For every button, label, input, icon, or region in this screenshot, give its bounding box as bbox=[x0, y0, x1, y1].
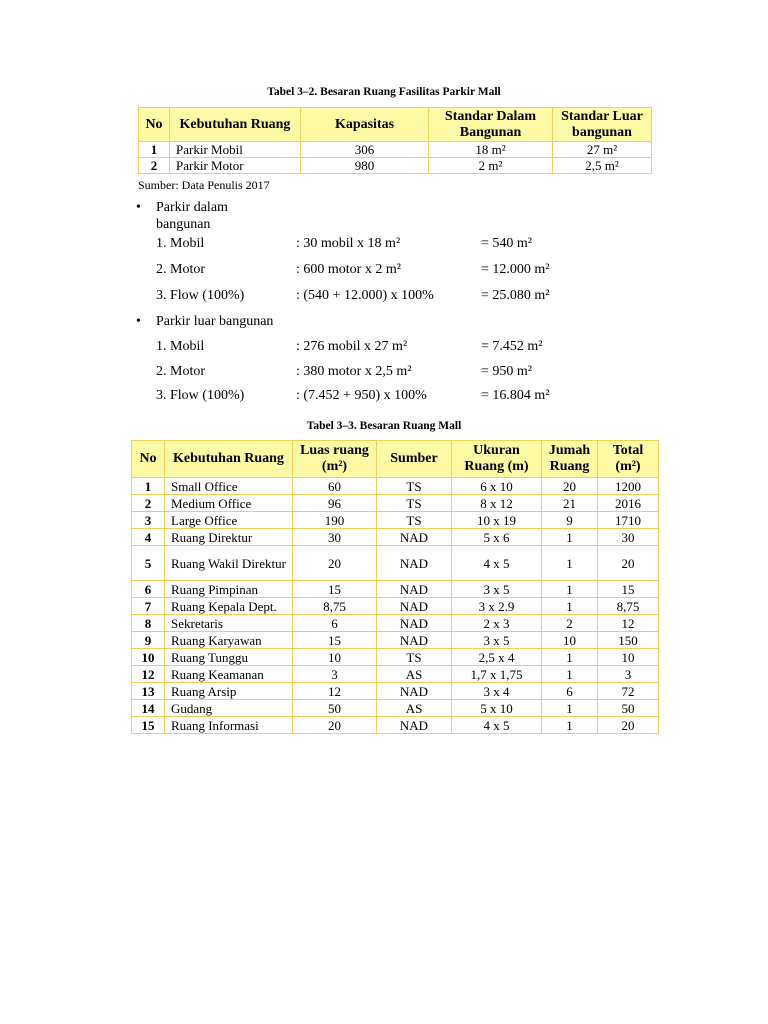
cell-ukuran: 1,7 x 1,75 bbox=[452, 666, 542, 683]
cell-sumber: TS bbox=[377, 495, 452, 512]
calc-result: = 25.080 m² bbox=[481, 288, 550, 303]
calc-label: 1. Mobil bbox=[156, 236, 205, 251]
calc-formula: : 30 mobil x 18 m² bbox=[296, 236, 401, 251]
cell-luas: 10 bbox=[293, 649, 377, 666]
cell-ukuran: 4 x 5 bbox=[452, 546, 542, 581]
cell-no: 15 bbox=[132, 717, 165, 734]
calc-formula: : 276 mobil x 27 m² bbox=[296, 339, 408, 354]
cell-ukuran: 4 x 5 bbox=[452, 717, 542, 734]
parking-table bbox=[138, 107, 652, 174]
cell-jumlah: 1 bbox=[542, 598, 598, 615]
table-row bbox=[132, 598, 659, 615]
cell-total: 12 bbox=[598, 615, 659, 632]
calc-row bbox=[0, 339, 768, 357]
table2-caption: Tabel 3–3. Besaran Ruang Mall bbox=[306, 420, 462, 432]
table-header-row bbox=[139, 108, 652, 142]
cell-ukuran: 3 x 5 bbox=[452, 581, 542, 598]
cell-kebutuhan: Medium Office bbox=[165, 495, 293, 512]
calc-result: = 540 m² bbox=[481, 236, 532, 251]
cell-total: 10 bbox=[598, 649, 659, 666]
cell-standar-luar: 2,5 m² bbox=[553, 158, 652, 174]
header-standar-dalam: Standar Dalam Bangunan bbox=[429, 108, 553, 142]
table-row bbox=[132, 632, 659, 649]
cell-kebutuhan: Ruang Pimpinan bbox=[165, 581, 293, 598]
cell-sumber: NAD bbox=[377, 683, 452, 700]
cell-jumlah: 1 bbox=[542, 717, 598, 734]
calc-label: 2. Motor bbox=[156, 262, 205, 277]
cell-kebutuhan: Large Office bbox=[165, 512, 293, 529]
calc-row bbox=[0, 236, 768, 254]
mall-space-table bbox=[131, 440, 659, 734]
header-kapasitas: Kapasitas bbox=[301, 108, 429, 142]
table-row bbox=[139, 142, 652, 158]
table-header-row bbox=[132, 441, 659, 478]
cell-total: 72 bbox=[598, 683, 659, 700]
cell-sumber: AS bbox=[377, 666, 452, 683]
table-row bbox=[132, 700, 659, 717]
bullet-parkir-dalam bbox=[136, 199, 276, 233]
cell-kebutuhan: Ruang Arsip bbox=[165, 683, 293, 700]
cell-jumlah: 1 bbox=[542, 649, 598, 666]
cell-no: 13 bbox=[132, 683, 165, 700]
cell-sumber: NAD bbox=[377, 546, 452, 581]
cell-kebutuhan: Ruang Tunggu bbox=[165, 649, 293, 666]
cell-total: 1710 bbox=[598, 512, 659, 529]
cell-jumlah: 20 bbox=[542, 478, 598, 495]
cell-total: 8,75 bbox=[598, 598, 659, 615]
cell-standar-dalam: 2 m² bbox=[429, 158, 553, 174]
cell-luas: 15 bbox=[293, 581, 377, 598]
bullet-parkir-luar bbox=[136, 313, 456, 330]
table-row bbox=[132, 495, 659, 512]
cell-kebutuhan: Ruang Informasi bbox=[165, 717, 293, 734]
header-no: No bbox=[139, 108, 170, 142]
cell-sumber: NAD bbox=[377, 581, 452, 598]
cell-sumber: TS bbox=[377, 512, 452, 529]
table-row bbox=[132, 546, 659, 581]
cell-luas: 20 bbox=[293, 717, 377, 734]
cell-kebutuhan: Ruang Kepala Dept. bbox=[165, 598, 293, 615]
bullet-dot-icon: • bbox=[136, 314, 141, 329]
cell-kebutuhan: Sekretaris bbox=[165, 615, 293, 632]
cell-jumlah: 10 bbox=[542, 632, 598, 649]
calc-row bbox=[0, 388, 768, 406]
table-row bbox=[132, 666, 659, 683]
cell-sumber: AS bbox=[377, 700, 452, 717]
calc-formula: : 380 motor x 2,5 m² bbox=[296, 364, 412, 379]
cell-no: 1 bbox=[132, 478, 165, 495]
calc-formula: : (540 + 12.000) x 100% bbox=[296, 288, 434, 303]
cell-jumlah: 6 bbox=[542, 683, 598, 700]
calc-result: = 16.804 m² bbox=[481, 388, 550, 403]
table-row bbox=[132, 615, 659, 632]
cell-total: 20 bbox=[598, 717, 659, 734]
calc-result: = 950 m² bbox=[481, 364, 532, 379]
cell-no: 9 bbox=[132, 632, 165, 649]
header-jumah-ruang: Jumah Ruang bbox=[542, 441, 598, 478]
section-title: Parkir dalam bangunan bbox=[156, 200, 228, 232]
header-kebutuhan-ruang: Kebutuhan Ruang bbox=[170, 108, 301, 142]
table1-source: Sumber: Data Penulis 2017 bbox=[138, 178, 270, 192]
table-row bbox=[132, 717, 659, 734]
calc-row bbox=[0, 364, 768, 382]
cell-total: 1200 bbox=[598, 478, 659, 495]
cell-no: 14 bbox=[132, 700, 165, 717]
cell-ukuran: 6 x 10 bbox=[452, 478, 542, 495]
cell-kapasitas: 980 bbox=[301, 158, 429, 174]
cell-kebutuhan: Gudang bbox=[165, 700, 293, 717]
section-title: Parkir luar bangunan bbox=[156, 314, 274, 329]
cell-ukuran: 2 x 3 bbox=[452, 615, 542, 632]
header-standar-luar: Standar Luar bangunan bbox=[553, 108, 652, 142]
cell-luas: 190 bbox=[293, 512, 377, 529]
calc-formula: : (7.452 + 950) x 100% bbox=[296, 388, 427, 403]
table-row bbox=[132, 512, 659, 529]
table-row bbox=[132, 478, 659, 495]
cell-kebutuhan: Ruang Karyawan bbox=[165, 632, 293, 649]
cell-jumlah: 1 bbox=[542, 666, 598, 683]
cell-total: 20 bbox=[598, 546, 659, 581]
table-row bbox=[132, 649, 659, 666]
cell-sumber: NAD bbox=[377, 598, 452, 615]
cell-no: 2 bbox=[132, 495, 165, 512]
cell-luas: 50 bbox=[293, 700, 377, 717]
cell-standar-luar: 27 m² bbox=[553, 142, 652, 158]
bullet-dot-icon: • bbox=[136, 200, 141, 215]
table-row bbox=[139, 158, 652, 174]
cell-no: 5 bbox=[132, 546, 165, 581]
header-no: No bbox=[132, 441, 165, 478]
cell-jumlah: 1 bbox=[542, 546, 598, 581]
cell-luas: 8,75 bbox=[293, 598, 377, 615]
table-row bbox=[132, 683, 659, 700]
cell-jumlah: 21 bbox=[542, 495, 598, 512]
calc-row bbox=[0, 262, 768, 280]
cell-sumber: TS bbox=[377, 478, 452, 495]
cell-ukuran: 8 x 12 bbox=[452, 495, 542, 512]
cell-kebutuhan: Parkir Motor bbox=[170, 158, 301, 174]
cell-luas: 6 bbox=[293, 615, 377, 632]
table-row bbox=[132, 529, 659, 546]
cell-sumber: NAD bbox=[377, 615, 452, 632]
cell-total: 150 bbox=[598, 632, 659, 649]
cell-ukuran: 2,5 x 4 bbox=[452, 649, 542, 666]
cell-no: 12 bbox=[132, 666, 165, 683]
cell-sumber: NAD bbox=[377, 717, 452, 734]
cell-sumber: TS bbox=[377, 649, 452, 666]
cell-jumlah: 1 bbox=[542, 529, 598, 546]
cell-standar-dalam: 18 m² bbox=[429, 142, 553, 158]
cell-no: 1 bbox=[139, 142, 170, 158]
cell-no: 4 bbox=[132, 529, 165, 546]
calc-label: 2. Motor bbox=[156, 364, 205, 379]
cell-kebutuhan: Parkir Mobil bbox=[170, 142, 301, 158]
cell-ukuran: 10 x 19 bbox=[452, 512, 542, 529]
header-sumber: Sumber bbox=[377, 441, 452, 478]
cell-no: 10 bbox=[132, 649, 165, 666]
header-luas-ruang: Luas ruang (m²) bbox=[293, 441, 377, 478]
cell-no: 2 bbox=[139, 158, 170, 174]
cell-kapasitas: 306 bbox=[301, 142, 429, 158]
cell-luas: 20 bbox=[293, 546, 377, 581]
header-kebutuhan-ruang: Kebutuhan Ruang bbox=[165, 441, 293, 478]
cell-ukuran: 3 x 2.9 bbox=[452, 598, 542, 615]
cell-luas: 96 bbox=[293, 495, 377, 512]
cell-jumlah: 9 bbox=[542, 512, 598, 529]
cell-no: 3 bbox=[132, 512, 165, 529]
header-total: Total (m²) bbox=[598, 441, 659, 478]
cell-sumber: NAD bbox=[377, 529, 452, 546]
calc-result: = 12.000 m² bbox=[481, 262, 550, 277]
calc-label: 3. Flow (100%) bbox=[156, 288, 245, 303]
table-row bbox=[132, 581, 659, 598]
cell-kebutuhan: Ruang Wakil Direktur bbox=[165, 546, 293, 581]
calc-label: 3. Flow (100%) bbox=[156, 388, 245, 403]
cell-no: 8 bbox=[132, 615, 165, 632]
header-ukuran-ruang: Ukuran Ruang (m) bbox=[452, 441, 542, 478]
cell-no: 7 bbox=[132, 598, 165, 615]
cell-luas: 3 bbox=[293, 666, 377, 683]
cell-ukuran: 5 x 6 bbox=[452, 529, 542, 546]
calc-label: 1. Mobil bbox=[156, 339, 205, 354]
cell-total: 2016 bbox=[598, 495, 659, 512]
cell-total: 30 bbox=[598, 529, 659, 546]
table1-caption: Tabel 3–2. Besaran Ruang Fasilitas Parkir Mall bbox=[267, 86, 501, 98]
calc-result: = 7.452 m² bbox=[481, 339, 543, 354]
calc-formula: : 600 motor x 2 m² bbox=[296, 262, 401, 277]
cell-ukuran: 3 x 5 bbox=[452, 632, 542, 649]
cell-luas: 30 bbox=[293, 529, 377, 546]
cell-total: 3 bbox=[598, 666, 659, 683]
cell-kebutuhan: Ruang Direktur bbox=[165, 529, 293, 546]
cell-luas: 12 bbox=[293, 683, 377, 700]
calc-row bbox=[0, 288, 768, 306]
cell-jumlah: 1 bbox=[542, 581, 598, 598]
cell-kebutuhan: Small Office bbox=[165, 478, 293, 495]
cell-ukuran: 3 x 4 bbox=[452, 683, 542, 700]
cell-jumlah: 2 bbox=[542, 615, 598, 632]
cell-ukuran: 5 x 10 bbox=[452, 700, 542, 717]
cell-luas: 60 bbox=[293, 478, 377, 495]
cell-luas: 15 bbox=[293, 632, 377, 649]
cell-sumber: NAD bbox=[377, 632, 452, 649]
cell-no: 6 bbox=[132, 581, 165, 598]
cell-jumlah: 1 bbox=[542, 700, 598, 717]
cell-total: 15 bbox=[598, 581, 659, 598]
cell-kebutuhan: Ruang Keamanan bbox=[165, 666, 293, 683]
cell-total: 50 bbox=[598, 700, 659, 717]
